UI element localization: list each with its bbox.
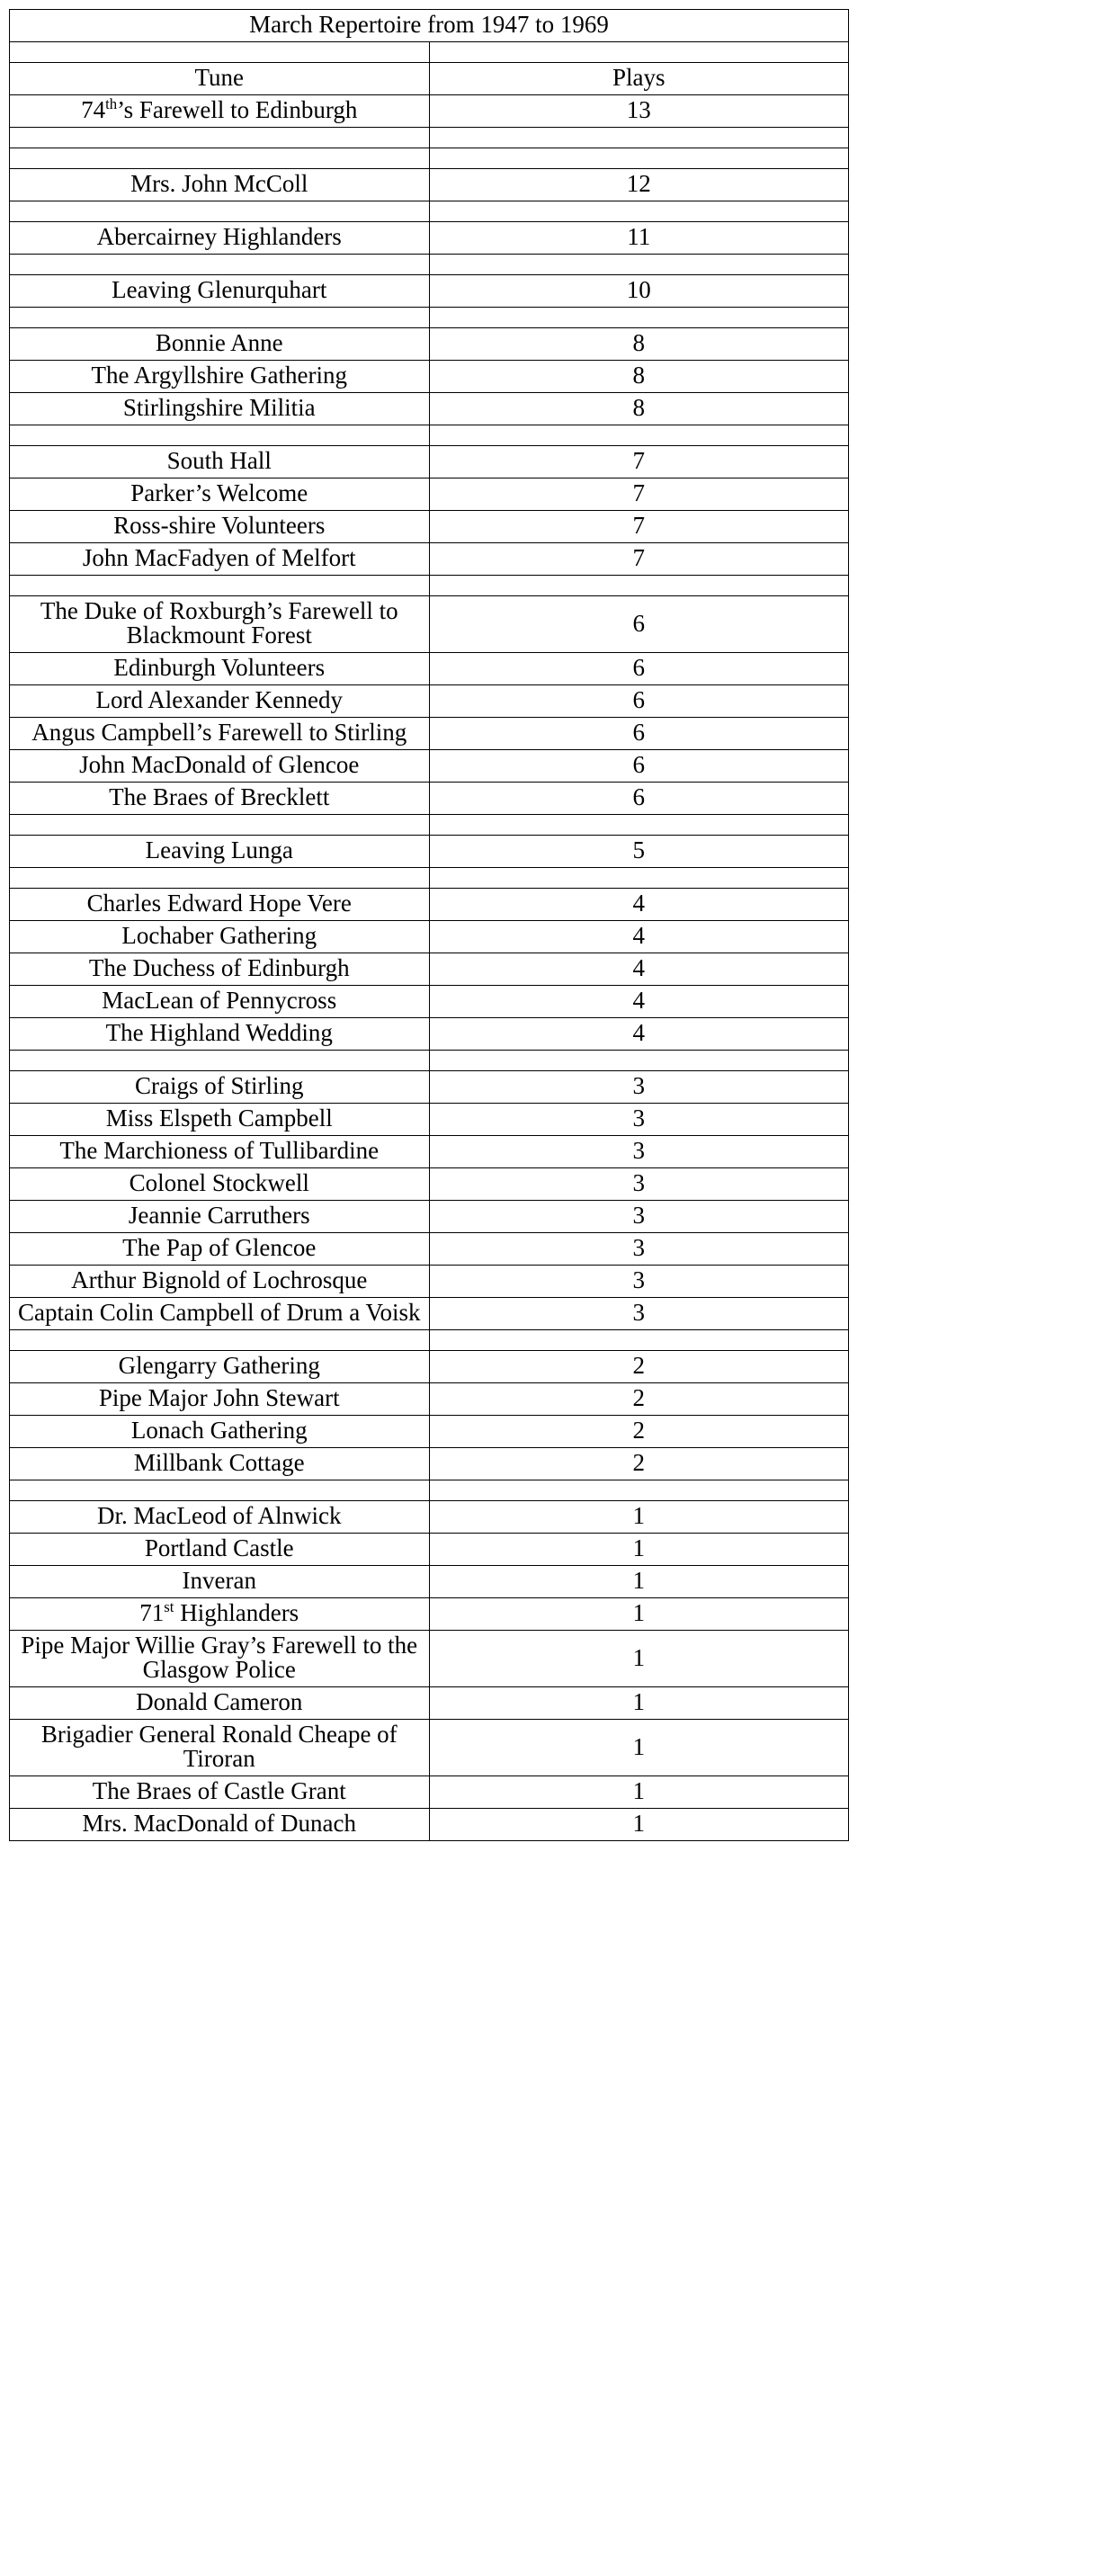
table-spacer-row (10, 201, 849, 222)
cell-tune: John MacFadyen of Melfort (10, 543, 430, 576)
table-row (10, 1809, 849, 1841)
table-row (10, 543, 849, 576)
table-row (10, 1201, 849, 1233)
spacer-cell-tune (10, 1330, 430, 1351)
table-body (10, 10, 849, 42)
cell-tune: Lord Alexander Kennedy (10, 685, 430, 718)
cell-tune: The Argyllshire Gathering (10, 361, 430, 393)
table-row (10, 921, 849, 953)
table-row (10, 889, 849, 921)
spacer-cell-tune (10, 1051, 430, 1071)
spacer-cell-tune (10, 128, 430, 148)
cell-plays: 4 (429, 953, 849, 986)
cell-plays: 11 (429, 222, 849, 255)
cell-plays: 8 (429, 328, 849, 361)
cell-plays: 13 (429, 95, 849, 128)
spacer-cell-plays (429, 815, 849, 836)
table-spacer-row (10, 1330, 849, 1351)
table-row (10, 1566, 849, 1598)
table-row (10, 361, 849, 393)
cell-tune: The Pap of Glencoe (10, 1233, 430, 1266)
cell-tune: Leaving Lunga (10, 836, 430, 868)
table-row (10, 1448, 849, 1480)
cell-tune: Mrs. MacDonald of Dunach (10, 1809, 430, 1841)
cell-tune: Mrs. John McColl (10, 169, 430, 201)
cell-tune: John MacDonald of Glencoe (10, 750, 430, 783)
spacer-cell-plays (429, 255, 849, 275)
cell-tune: Miss Elspeth Campbell (10, 1104, 430, 1136)
table-row (10, 479, 849, 511)
table-row (10, 1534, 849, 1566)
table-row (10, 95, 849, 128)
table-rows (10, 42, 849, 1841)
cell-plays: 6 (429, 596, 849, 653)
march-repertoire-table (9, 9, 849, 1841)
cell-tune: The Highland Wedding (10, 1018, 430, 1051)
cell-plays: 1 (429, 1687, 849, 1720)
spacer-cell-plays (429, 868, 849, 889)
table-row (10, 1501, 849, 1534)
cell-tune: South Hall (10, 446, 430, 479)
table-row (10, 275, 849, 308)
spacer-cell-plays (429, 1051, 849, 1071)
cell-tune: Craigs of Stirling (10, 1071, 430, 1104)
spacer-cell-tune (10, 201, 430, 222)
table-spacer-row (10, 576, 849, 596)
cell-tune: Lochaber Gathering (10, 921, 430, 953)
table-spacer-row (10, 425, 849, 446)
table-row (10, 1298, 849, 1330)
table-row (10, 1104, 849, 1136)
spacer-cell-tune (10, 255, 430, 275)
document-title: March Repertoire from 1947 to 1969 (10, 10, 849, 42)
table-row (10, 1168, 849, 1201)
table-row (10, 653, 849, 685)
table-row (10, 1136, 849, 1168)
cell-plays: 4 (429, 986, 849, 1018)
cell-plays: 8 (429, 393, 849, 425)
cell-plays: 6 (429, 653, 849, 685)
cell-plays: 1 (429, 1598, 849, 1631)
table-row (10, 1598, 849, 1631)
cell-tune: Angus Campbell’s Farewell to Stirling (10, 718, 430, 750)
cell-tune: Glengarry Gathering (10, 1351, 430, 1383)
table-spacer-row (10, 1480, 849, 1501)
cell-tune: Colonel Stockwell (10, 1168, 430, 1201)
table-row (10, 511, 849, 543)
spacer-cell-plays (429, 1330, 849, 1351)
cell-plays: 7 (429, 511, 849, 543)
cell-tune: Dr. MacLeod of Alnwick (10, 1501, 430, 1534)
table-row (10, 685, 849, 718)
spacer-cell-plays (429, 128, 849, 148)
cell-plays: 3 (429, 1298, 849, 1330)
table-title-row (10, 10, 849, 42)
spacer-cell-tune (10, 148, 430, 169)
spacer-cell-plays (429, 1480, 849, 1501)
table-row (10, 953, 849, 986)
table-row (10, 1720, 849, 1776)
cell-plays: 3 (429, 1168, 849, 1201)
cell-plays: 3 (429, 1104, 849, 1136)
cell-plays: 3 (429, 1071, 849, 1104)
cell-plays: 3 (429, 1201, 849, 1233)
cell-plays: 1 (429, 1566, 849, 1598)
cell-tune: The Duke of Roxburgh’s Farewell to Blackmount Forest (10, 596, 430, 653)
cell-tune: 71st Highlanders (10, 1598, 430, 1631)
column-header-plays: Plays (429, 63, 849, 95)
table-row (10, 596, 849, 653)
cell-tune: Jeannie Carruthers (10, 1201, 430, 1233)
cell-plays: 6 (429, 783, 849, 815)
cell-tune: Inveran (10, 1566, 430, 1598)
cell-tune: Edinburgh Volunteers (10, 653, 430, 685)
cell-tune: The Braes of Castle Grant (10, 1776, 430, 1809)
cell-plays: 3 (429, 1136, 849, 1168)
cell-tune: The Marchioness of Tullibardine (10, 1136, 430, 1168)
spacer-cell-tune (10, 425, 430, 446)
cell-plays: 7 (429, 479, 849, 511)
table-row (10, 1416, 849, 1448)
cell-plays: 5 (429, 836, 849, 868)
cell-tune: Leaving Glenurquhart (10, 275, 430, 308)
spacer-cell-tune (10, 815, 430, 836)
table-row (10, 222, 849, 255)
cell-plays: 4 (429, 889, 849, 921)
cell-tune: Ross-shire Volunteers (10, 511, 430, 543)
cell-tune: Captain Colin Campbell of Drum a Voisk (10, 1298, 430, 1330)
cell-tune: Portland Castle (10, 1534, 430, 1566)
cell-plays: 6 (429, 750, 849, 783)
cell-plays: 2 (429, 1351, 849, 1383)
spacer-cell-plays (429, 425, 849, 446)
cell-plays: 1 (429, 1776, 849, 1809)
cell-tune: MacLean of Pennycross (10, 986, 430, 1018)
cell-plays: 3 (429, 1233, 849, 1266)
cell-plays: 12 (429, 169, 849, 201)
cell-tune: The Braes of Brecklett (10, 783, 430, 815)
table-row (10, 750, 849, 783)
cell-tune: Pipe Major John Stewart (10, 1383, 430, 1416)
spacer-cell-tune (10, 1480, 430, 1501)
cell-tune: Charles Edward Hope Vere (10, 889, 430, 921)
table-row (10, 836, 849, 868)
spacer-cell-tune (10, 42, 430, 63)
table-row (10, 169, 849, 201)
table-row (10, 1351, 849, 1383)
table-row (10, 1018, 849, 1051)
table-row (10, 718, 849, 750)
cell-plays: 1 (429, 1631, 849, 1687)
cell-tune: Millbank Cottage (10, 1448, 430, 1480)
table-row (10, 1383, 849, 1416)
table-row (10, 1631, 849, 1687)
cell-plays: 7 (429, 446, 849, 479)
cell-plays: 7 (429, 543, 849, 576)
table-spacer-row (10, 1051, 849, 1071)
table-row (10, 328, 849, 361)
table-row (10, 986, 849, 1018)
cell-plays: 10 (429, 275, 849, 308)
spacer-cell-plays (429, 201, 849, 222)
spacer-cell-plays (429, 148, 849, 169)
spacer-cell-tune (10, 308, 430, 328)
spacer-cell-tune (10, 868, 430, 889)
spacer-cell-tune (10, 576, 430, 596)
table-spacer-row (10, 128, 849, 148)
spacer-cell-plays (429, 308, 849, 328)
cell-tune: Lonach Gathering (10, 1416, 430, 1448)
cell-plays: 3 (429, 1266, 849, 1298)
cell-plays: 2 (429, 1448, 849, 1480)
spacer-cell-plays (429, 42, 849, 63)
cell-plays: 4 (429, 1018, 849, 1051)
table-row (10, 393, 849, 425)
cell-tune: The Duchess of Edinburgh (10, 953, 430, 986)
table-spacer-row (10, 255, 849, 275)
cell-plays: 6 (429, 718, 849, 750)
table-header-row (10, 63, 849, 95)
cell-plays: 2 (429, 1383, 849, 1416)
cell-tune: Abercairney Highlanders (10, 222, 430, 255)
cell-plays: 8 (429, 361, 849, 393)
table-spacer-row (10, 868, 849, 889)
spacer-cell-plays (429, 576, 849, 596)
cell-plays: 4 (429, 921, 849, 953)
table-row (10, 1266, 849, 1298)
column-header-tune: Tune (10, 63, 430, 95)
cell-tune: Arthur Bignold of Lochrosque (10, 1266, 430, 1298)
table-row (10, 1233, 849, 1266)
cell-tune: Stirlingshire Militia (10, 393, 430, 425)
cell-plays: 1 (429, 1720, 849, 1776)
cell-tune: Parker’s Welcome (10, 479, 430, 511)
cell-tune: Donald Cameron (10, 1687, 430, 1720)
table-row (10, 783, 849, 815)
table-row (10, 1071, 849, 1104)
cell-tune: 74th’s Farewell to Edinburgh (10, 95, 430, 128)
cell-plays: 1 (429, 1534, 849, 1566)
cell-plays: 6 (429, 685, 849, 718)
table-row (10, 1776, 849, 1809)
cell-tune: Pipe Major Willie Gray’s Farewell to the Glasgow Police (10, 1631, 430, 1687)
cell-plays: 2 (429, 1416, 849, 1448)
cell-tune: Bonnie Anne (10, 328, 430, 361)
cell-plays: 1 (429, 1501, 849, 1534)
table-spacer-row (10, 148, 849, 169)
table-spacer-row (10, 815, 849, 836)
cell-tune: Brigadier General Ronald Cheape of Tiroran (10, 1720, 430, 1776)
table-spacer-row (10, 42, 849, 63)
table-row (10, 446, 849, 479)
table-row (10, 1687, 849, 1720)
cell-plays: 1 (429, 1809, 849, 1841)
table-spacer-row (10, 308, 849, 328)
